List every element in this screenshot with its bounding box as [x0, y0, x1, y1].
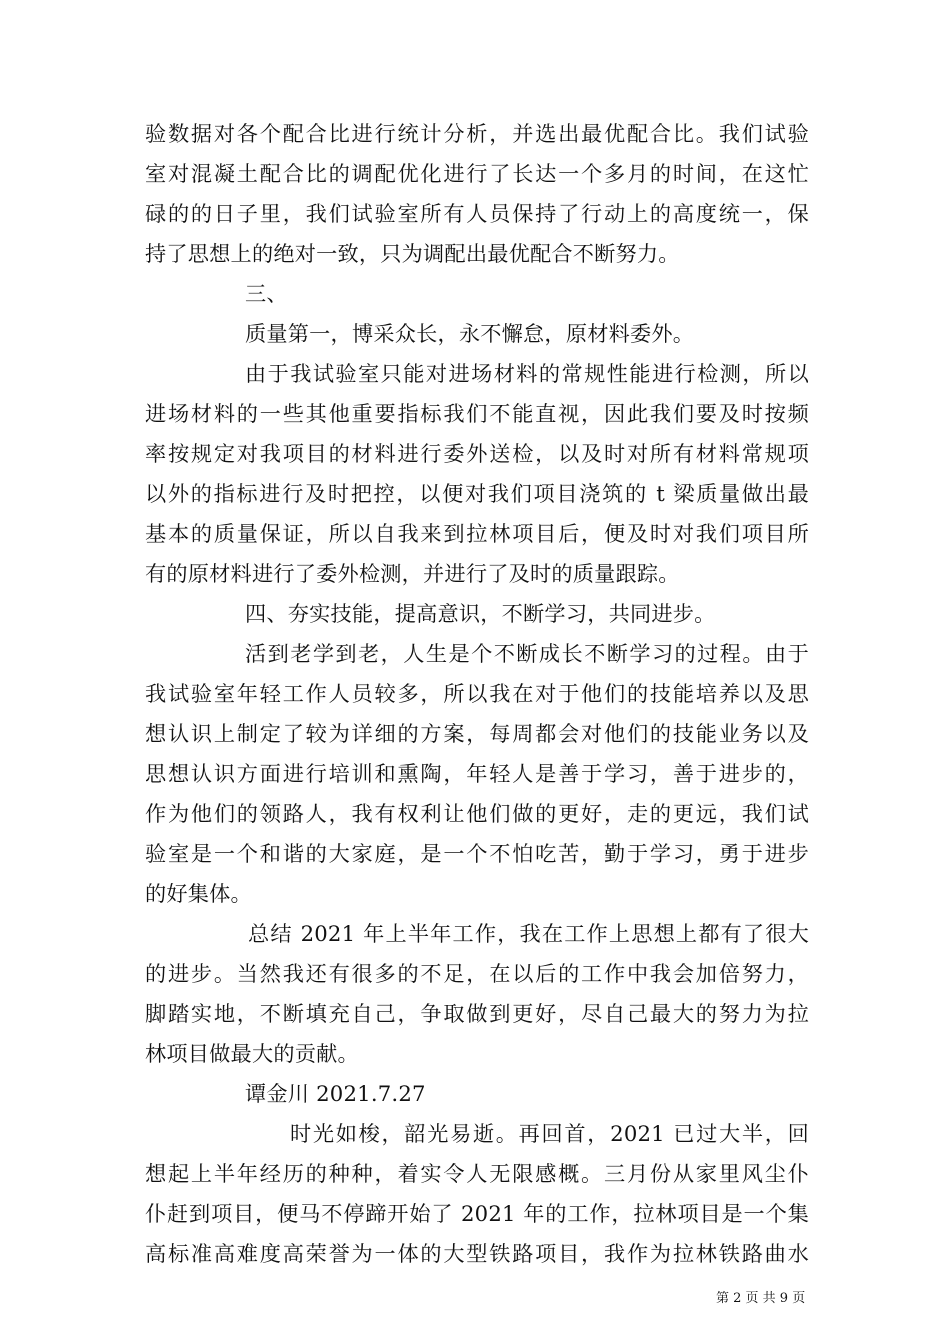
text-line: 进场材料的一些其他重要指标我们不能直视，因此我们要及时按频	[145, 401, 809, 426]
text-line: 的好集体。	[145, 881, 252, 906]
paragraph-first-line: 时光如梭，韶光易逝。再回首，2021 已过大半，回	[290, 1121, 809, 1146]
signature-date: 谭金川 2021.7.27	[245, 1081, 426, 1106]
text-line: 想起上半年经历的种种，着实令人无限感概。三月份从家里风尘仆	[145, 1161, 809, 1186]
paragraph-first-line: 总结 2021 年上半年工作，我在工作上思想上都有了很大	[248, 921, 809, 946]
text-line: 率按规定对我项目的材料进行委外送检，以及时对所有材料常规项	[145, 441, 809, 466]
paragraph-first-line: 由于我试验室只能对进场材料的常规性能进行检测，所以	[245, 361, 809, 386]
text-line: 以外的指标进行及时把控，以便对我们项目浇筑的 t 梁质量做出最	[145, 481, 809, 506]
text-line: 思想认识方面进行培训和熏陶，年轻人是善于学习，善于进步的，	[145, 761, 809, 786]
text-line: 有的原材料进行了委外检测，并进行了及时的质量跟踪。	[145, 561, 680, 586]
text-line: 我试验室年轻工作人员较多，所以我在对于他们的技能培养以及思	[145, 681, 809, 706]
text-line: 碌的的日子里，我们试验室所有人员保持了行动上的高度统一，保	[145, 201, 809, 226]
text-line: 想认识上制定了较为详细的方案，每周都会对他们的技能业务以及	[145, 721, 809, 746]
section-heading: 质量第一，博采众长，永不懈怠，原材料委外。	[245, 321, 695, 346]
text-line: 持了思想上的绝对一致，只为调配出最优配合不断努力。	[145, 241, 680, 266]
text-line: 脚踏实地，不断填充自己，争取做到更好，尽自己最大的努力为拉	[145, 1001, 809, 1026]
text-line: 林项目做最大的贡献。	[145, 1041, 359, 1066]
text-line: 验室是一个和谐的大家庭，是一个不怕吃苦，勤于学习，勇于进步	[145, 841, 809, 866]
section-heading: 四、夯实技能，提高意识，不断学习，共同进步。	[245, 601, 716, 626]
text-line: 验数据对各个配合比进行统计分析，并选出最优配合比。我们试验	[145, 121, 809, 146]
text-line: 室对混凝土配合比的调配优化进行了长达一个多月的时间，在这忙	[145, 161, 809, 186]
text-line: 的进步。当然我还有很多的不足，在以后的工作中我会加倍努力，	[145, 961, 809, 986]
page-number: 第 2 页 共 9 页	[716, 1291, 806, 1306]
text-line: 高标准高难度高荣誉为一体的大型铁路项目，我作为拉林铁路曲水	[145, 1241, 809, 1266]
text-line: 基本的质量保证，所以自我来到拉林项目后，便及时对我们项目所	[145, 521, 809, 546]
paragraph-first-line: 活到老学到老，人生是个不断成长不断学习的过程。由于	[245, 641, 809, 666]
section-heading: 三、	[245, 281, 288, 306]
text-line: 作为他们的领路人，我有权利让他们做的更好，走的更远，我们试	[145, 801, 809, 826]
text-line: 仆赶到项目，便马不停蹄开始了 2021 年的工作，拉林项目是一个集	[145, 1201, 809, 1226]
